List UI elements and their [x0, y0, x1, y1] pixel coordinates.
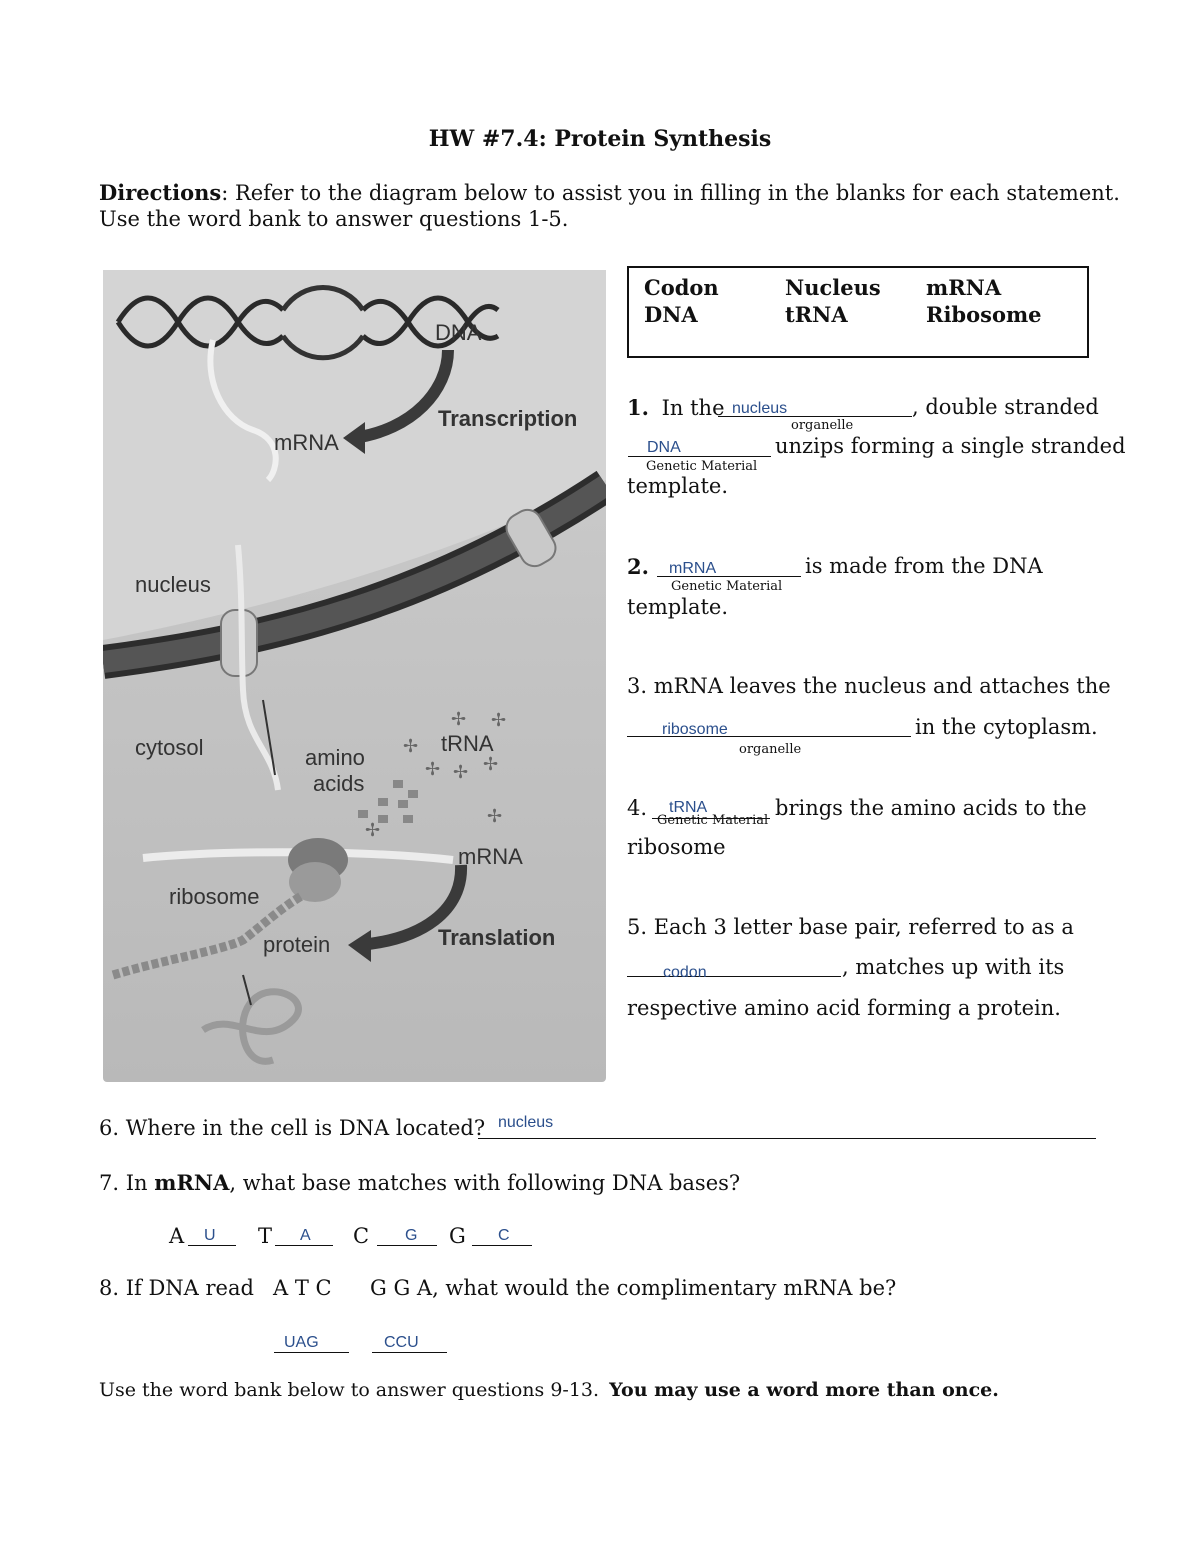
svg-text:✢: ✢: [491, 710, 507, 731]
q5-blank[interactable]: [627, 976, 841, 977]
footer-bold: You may use a word more than once.: [609, 1379, 999, 1401]
q1-post: unzips forming a single stranded: [775, 434, 1126, 458]
q8-blank-2[interactable]: [372, 1352, 447, 1353]
q3-hint: organelle: [739, 742, 802, 757]
q7-dna-c: C: [353, 1224, 370, 1248]
word-bank: [627, 266, 1089, 358]
q4-answer: tRNA: [669, 799, 708, 816]
label-translation: Translation: [438, 925, 556, 950]
q8-seq2: G G A, what would the complimentary mRNA be?: [370, 1276, 897, 1300]
label-mrna-bottom: mRNA: [458, 844, 523, 869]
q8-seq1: A T C: [273, 1276, 332, 1300]
q2-hint: Genetic Material: [671, 579, 783, 594]
label-ribosome: ribosome: [169, 884, 260, 909]
q5-end: respective amino acid forming a protein.: [627, 996, 1061, 1020]
q7-answer-g: C: [498, 1227, 510, 1244]
q2-end: template.: [627, 595, 729, 619]
q7-blank-t[interactable]: [275, 1245, 333, 1246]
q7-blank-g[interactable]: [472, 1245, 532, 1246]
q7-answer-t: A: [300, 1227, 311, 1244]
q7-blank-c[interactable]: [377, 1245, 437, 1246]
q7-post: , what base matches with following DNA bases?: [229, 1171, 741, 1195]
q1-line1: [627, 395, 725, 420]
svg-text:✢: ✢: [425, 759, 441, 780]
svg-text:✢: ✢: [453, 762, 469, 783]
label-amino: amino: [305, 745, 365, 770]
svg-text:✢: ✢: [483, 754, 499, 775]
label-dna: DNA: [435, 320, 482, 345]
q8-blank-1[interactable]: [274, 1352, 349, 1353]
q7-pre: 7. In: [99, 1171, 155, 1195]
word-bank-item: Nucleus: [785, 275, 881, 300]
label-transcription: Transcription: [438, 406, 578, 431]
svg-text:✢: ✢: [487, 806, 503, 827]
q5-text: 5. Each 3 letter base pair, referred to as a: [627, 915, 1074, 939]
q7-answer-a: U: [204, 1227, 216, 1244]
svg-text:✢: ✢: [451, 709, 467, 730]
footer-text: Use the word bank below to answer questions 9-13.: [99, 1379, 600, 1401]
q7-blank-a[interactable]: [188, 1245, 236, 1246]
q1-hint-2: Genetic Material: [646, 459, 758, 474]
svg-text:✢: ✢: [403, 736, 419, 757]
directions-label: Directions: [99, 180, 222, 205]
page-title: HW #7.4: Protein Synthesis: [428, 126, 772, 152]
word-bank-item: Codon: [644, 275, 719, 300]
directions-text: : Refer to the diagram below to assist you in filling in the blanks for each statement.: [221, 181, 1120, 205]
footer-instruction: [99, 1379, 999, 1401]
q4-hint: Genetic Material: [657, 813, 769, 828]
q6-blank[interactable]: [478, 1138, 1096, 1139]
q1-number: 1.: [627, 395, 649, 420]
q6-text: 6. Where in the cell is DNA located?: [99, 1116, 486, 1140]
q7-dna-a: A: [169, 1224, 185, 1248]
q3-text: 3. mRNA leaves the nucleus and attaches the: [627, 674, 1111, 698]
directions: [99, 180, 1120, 205]
q4-end: ribosome: [627, 835, 726, 859]
q4-post: brings the amino acids to the: [775, 796, 1087, 820]
word-bank-item: tRNA: [785, 302, 848, 327]
label-cytosol: cytosol: [135, 735, 204, 760]
q8-answer-2: CCU: [384, 1334, 419, 1351]
q7-dna-g: G: [449, 1224, 466, 1248]
label-trna: tRNA: [441, 731, 494, 756]
q4-number: 4.: [627, 796, 648, 820]
label-acids: acids: [313, 771, 365, 796]
q1-pre: In the: [661, 396, 725, 420]
q8-answer-1: UAG: [284, 1334, 319, 1351]
q1-answer-2: DNA: [647, 439, 681, 456]
q3-post: in the cytoplasm.: [915, 715, 1098, 739]
q1-mid: , double stranded: [912, 395, 1099, 419]
q8-pre: 8. If DNA read: [99, 1276, 254, 1300]
word-bank-item: Ribosome: [926, 302, 1042, 327]
q7-dna-t: T: [258, 1224, 273, 1248]
q1-hint-1: organelle: [791, 418, 854, 433]
protein-synthesis-diagram: [103, 270, 606, 1082]
q2-answer: mRNA: [669, 560, 717, 577]
q7-answer-c: G: [405, 1227, 418, 1244]
q1-end: template.: [627, 474, 729, 498]
word-bank-item: DNA: [644, 302, 698, 327]
q7-text: [99, 1170, 740, 1195]
svg-text:✢: ✢: [365, 820, 381, 841]
q1-answer-1: nucleus: [732, 400, 788, 417]
label-mrna-top: mRNA: [274, 430, 339, 455]
q2-number: 2.: [627, 554, 649, 579]
label-nucleus: nucleus: [135, 572, 211, 597]
q5-post: , matches up with its: [842, 955, 1065, 979]
directions-line2: Use the word bank to answer questions 1-5.: [99, 207, 569, 231]
q6-answer: nucleus: [498, 1114, 554, 1131]
q3-answer: ribosome: [662, 721, 728, 738]
label-protein: protein: [263, 932, 331, 957]
q5-answer: codon: [663, 964, 707, 981]
word-bank-item: mRNA: [926, 275, 1002, 300]
q7-bold: mRNA: [154, 1170, 230, 1195]
q2-post: is made from the DNA: [805, 554, 1043, 578]
